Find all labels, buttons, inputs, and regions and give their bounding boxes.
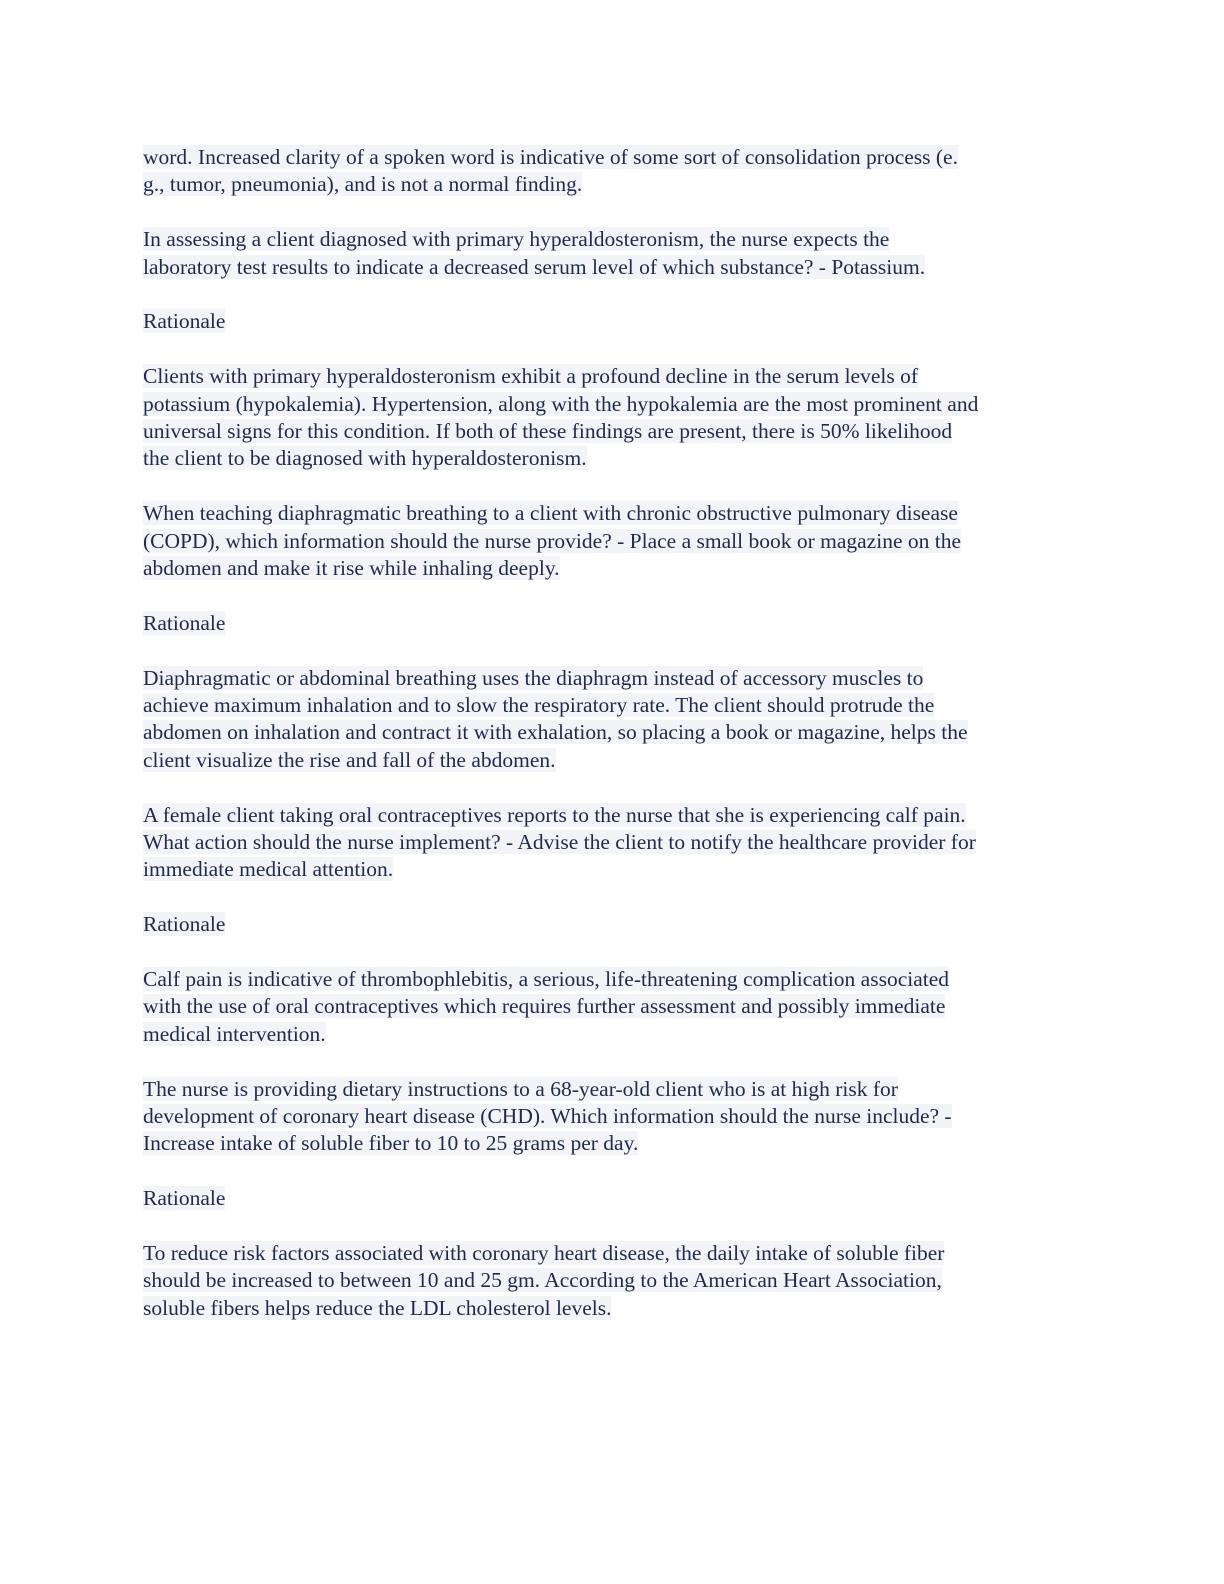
text-line: the client to be diagnosed with hyperaldosteronism. <box>143 446 587 471</box>
rationale-chd-diet <box>143 1240 1083 1322</box>
text-line: abdomen and make it rise while inhaling deeply. <box>143 556 560 581</box>
text-line: (COPD), which information should the nurse provide? - Place a small book or magazine on the <box>143 528 961 553</box>
rationale-heading <box>143 911 1083 938</box>
text-line: client visualize the rise and fall of the abdomen. <box>143 747 556 772</box>
text-line: Diaphragmatic or abdominal breathing uses the diaphragm instead of accessory muscles to <box>143 665 924 690</box>
text-line: Increase intake of soluble fiber to 10 to 25 grams per day. <box>143 1131 639 1156</box>
text-line: immediate medical attention. <box>143 857 394 882</box>
text-line: word. Increased clarity of a spoken word is indicative of some sort of consolidation process (e. <box>143 145 958 169</box>
text-line: achieve maximum inhalation and to slow the respiratory rate. The client should protrude the <box>143 693 935 718</box>
text-line: universal signs for this condition. If both of these findings are present, there is 50% likelihood <box>143 419 953 444</box>
text-line: Rationale <box>143 610 226 635</box>
text-line: laboratory test results to indicate a decreased serum level of which substance? - Potassium. <box>143 254 926 279</box>
rationale-calf-pain <box>143 966 1083 1048</box>
text-line: Rationale <box>143 1186 226 1211</box>
rationale-heading <box>143 610 1083 637</box>
text-line: potassium (hypokalemia). Hypertension, along with the hypokalemia are the most prominent and <box>143 391 979 416</box>
text-line: Rationale <box>143 912 226 937</box>
text-line: Clients with primary hyperaldosteronism exhibit a profound decline in the serum levels of <box>143 364 919 389</box>
paragraph-continuation <box>143 144 1083 199</box>
text-line: What action should the nurse implement? - Advise the client to notify the healthcare provider for <box>143 830 976 855</box>
text-line: should be increased to between 10 and 25 gm. According to the American Heart Association, <box>143 1268 942 1293</box>
text-line: In assessing a client diagnosed with primary hyperaldosteronism, the nurse expects the <box>143 227 890 252</box>
text-line: abdomen on inhalation and contract it with exhalation, so placing a book or magazine, helps the <box>143 720 968 745</box>
rationale-copd-breathing <box>143 665 1083 775</box>
question-copd-breathing <box>143 500 1083 582</box>
rationale-heading <box>143 308 1083 335</box>
rationale-hyperaldosteronism <box>143 363 1083 473</box>
text-line: with the use of oral contraceptives which requires further assessment and possibly immediate <box>143 994 946 1019</box>
question-chd-diet <box>143 1076 1083 1158</box>
text-line: medical intervention. <box>143 1021 326 1046</box>
question-calf-pain <box>143 802 1083 884</box>
text-line: Calf pain is indicative of thrombophlebitis, a serious, life-threatening complication associated <box>143 967 950 992</box>
text-line: soluble fibers helps reduce the LDL cholesterol levels. <box>143 1295 612 1320</box>
text-line: g., tumor, pneumonia), and is not a normal finding. <box>143 172 583 197</box>
text-line: The nurse is providing dietary instructions to a 68-year-old client who is at high risk for <box>143 1076 898 1101</box>
text-line: development of coronary heart disease (CHD). Which information should the nurse include? - <box>143 1104 952 1129</box>
text-line: When teaching diaphragmatic breathing to a client with chronic obstructive pulmonary disease <box>143 501 958 526</box>
text-line: A female client taking oral contraceptives reports to the nurse that she is experiencing calf pain. <box>143 802 966 827</box>
rationale-heading <box>143 1185 1083 1212</box>
text-line: Rationale <box>143 309 226 334</box>
document-page <box>143 144 1083 1350</box>
text-line: To reduce risk factors associated with coronary heart disease, the daily intake of soluble fiber <box>143 1241 945 1266</box>
question-hyperaldosteronism <box>143 226 1083 281</box>
